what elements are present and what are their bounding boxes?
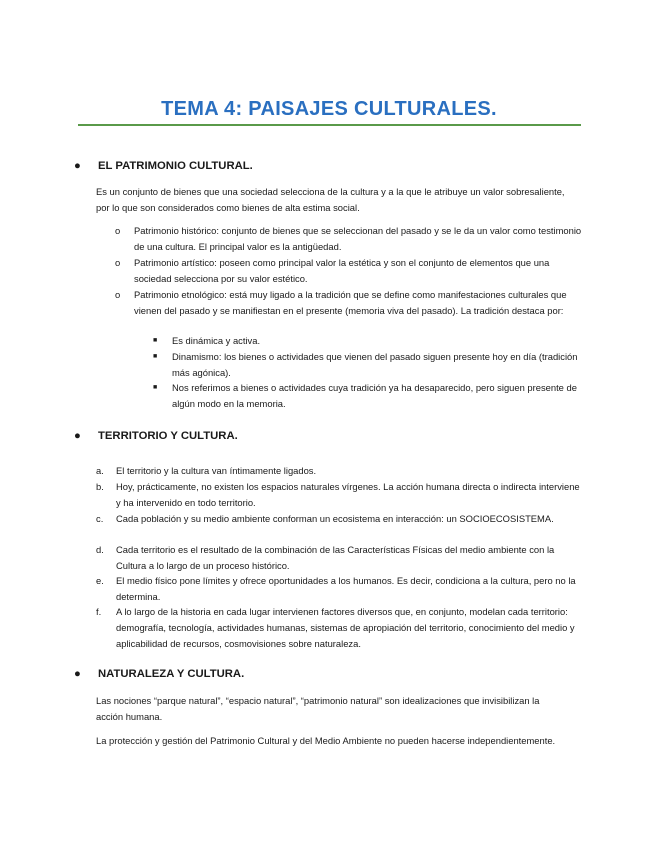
list-item: d. Cada territorio es el resultado de la combinación de las Características Físicas del medio ambiente con la Cultura a lo largo de un proceso histórico. <box>96 544 555 571</box>
sub-list-item: ■ Nos referimos a bienes o actividades cuya tradición ya ha desaparecido, pero siguen presente de algún modo en la memoria. <box>153 382 577 409</box>
circle-bullet-icon: o <box>115 225 121 236</box>
page-title: TEMA 4: PAISAJES CULTURALES. <box>161 98 497 120</box>
patrimonio-intro: Es un conjunto de bienes que una sociedad selecciona de la cultura y a la que le atribuye un valor sobresaliente, por lo que son considerados como bienes de alta estima social. <box>96 186 565 213</box>
sub-list-item: ■ Es dinámica y activa. <box>153 333 583 349</box>
bullet-icon: ● <box>74 430 81 442</box>
title-rule <box>78 124 581 126</box>
bullet-icon: ● <box>74 668 81 680</box>
list-item: e. El medio físico pone límites y ofrece oportunidades a los humanos. Es decir, condiciona a la cultura, pero no la determina. <box>96 575 576 602</box>
section-heading-text: TERRITORIO Y CULTURA. <box>98 430 238 442</box>
list-item: a. El territorio y la cultura van íntimamente ligados. <box>96 465 317 476</box>
section-heading-patrimonio <box>74 160 253 172</box>
bullet-icon: ● <box>74 160 81 172</box>
square-bullet-icon: ■ <box>153 353 158 360</box>
circle-bullet-icon: o <box>115 257 121 268</box>
section-heading-naturaleza <box>74 668 244 680</box>
list-item: f. A lo largo de la historia en cada lugar intervienen factores diversos que, en conjunto, modelan cada territorio: demografía, tecnología, actividades humanas, sistemas de apropiación del territorio, conocimiento del medio y aplicabilidad de recursos, cosmovisiones sobre naturaleza. <box>96 606 575 649</box>
section-heading-territorio <box>74 430 238 442</box>
section-heading-text: NATURALEZA Y CULTURA. <box>98 668 245 680</box>
list-item: c. Cada población y su medio ambiente conforman un ecosistema en interacción: un SOCIOECOSISTEMA. <box>96 513 554 524</box>
list-item: o Patrimonio histórico: conjunto de bienes que se seleccionan del pasado y se le da un valor como testimonio de una cultura. El principal valor es la antigüedad. <box>115 225 582 252</box>
square-bullet-icon: ■ <box>153 337 158 344</box>
list-item: o Patrimonio etnológico: está muy ligado a la tradición que se define como manifestaciones culturales que vienen del pasado y se manifiestan en el presente (memoria viva del pasado). La tradición destaca por: <box>115 289 567 316</box>
list-item: o Patrimonio artístico: poseen como principal valor la estética y son el conjunto de elementos que una sociedad selecciona por su valor estético. <box>115 257 550 284</box>
square-bullet-icon: ■ <box>153 384 158 391</box>
section-heading-text: EL PATRIMONIO CULTURAL. <box>98 160 253 172</box>
list-item: b. Hoy, prácticamente, no existen los espacios naturales vírgenes. La acción humana directa o indirecta interviene y ha intervenido en todo territorio. <box>96 481 580 508</box>
sub-list-item: ■ Dinamismo: los bienes o actividades que vienen del pasado siguen presente hoy en día (tradición más agónica). <box>153 351 578 378</box>
circle-bullet-icon: o <box>115 289 121 300</box>
naturaleza-paragraph: La protección y gestión del Patrimonio Cultural y del Medio Ambiente no pueden hacerse independientemente. <box>96 735 556 746</box>
naturaleza-paragraph: Las nociones “parque natural”, “espacio natural”, “patrimonio natural” son idealizaciones que invisibilizan la acción humana. <box>96 695 540 722</box>
